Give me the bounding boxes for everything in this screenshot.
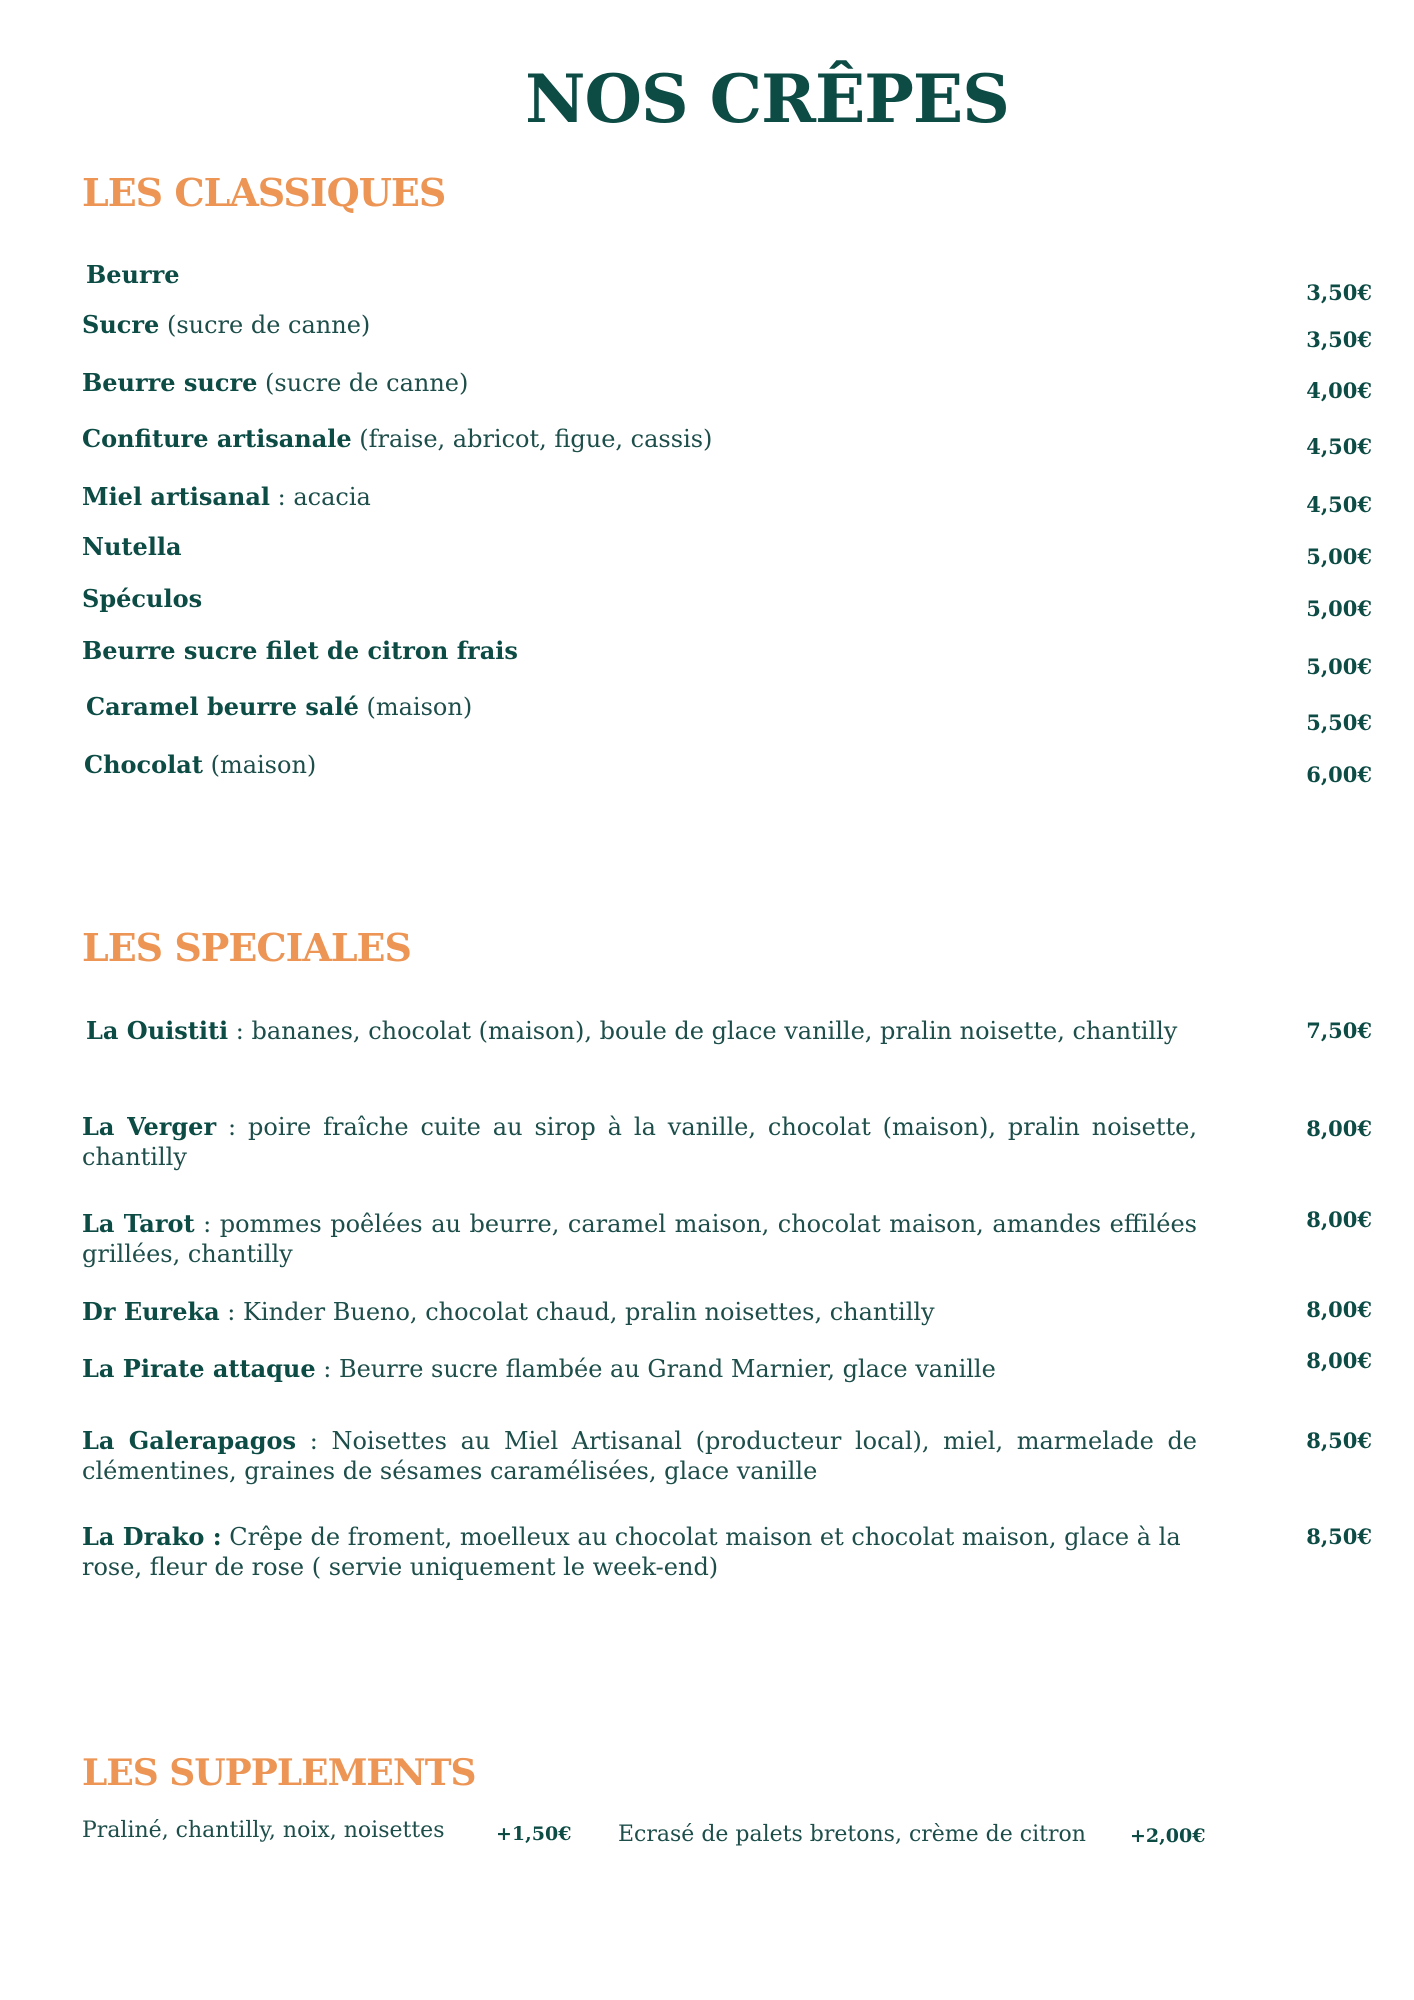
item-desc: (sucre de canne) <box>166 311 371 339</box>
menu-item <box>82 260 1372 305</box>
item-price: 8,50€ <box>1306 1524 1372 1549</box>
item-name: Sucre <box>82 310 160 339</box>
section-title-classiques: LES CLASSIQUES <box>82 170 446 215</box>
item-desc: : pommes poêlées au beurre, caramel maison, chocolat maison, amandes effilées grillées, chantilly <box>82 1210 1197 1268</box>
item-price: 8,50€ <box>1306 1428 1372 1453</box>
item-price: 8,00€ <box>1306 1116 1372 1141</box>
menu-item <box>82 1522 1372 1582</box>
menu-item <box>82 584 1372 621</box>
menu-item <box>82 1426 1372 1486</box>
menu-item <box>82 1112 1372 1172</box>
item-name: Beurre sucre <box>82 368 258 397</box>
item-name: Confiture artisanale <box>82 424 352 453</box>
item-text <box>82 1112 1197 1172</box>
item-name: La Drako : <box>82 1522 222 1551</box>
item-desc: : bananes, chocolat (maison), boule de glace vanille, pralin noisette, chantilly <box>228 1017 1178 1045</box>
item-desc: (maison) <box>366 693 473 721</box>
item-desc: (maison) <box>210 751 317 779</box>
item-desc: (sucre de canne) <box>265 369 469 397</box>
item-text <box>82 1297 1197 1327</box>
item-desc: : Noisettes au Miel Artisanal (producteur local), miel, marmelade de clémentines, graines de sésames caramélisées, glace vanille <box>82 1427 1198 1485</box>
item-name: Miel artisanal <box>82 482 271 511</box>
item-text <box>82 1426 1197 1486</box>
item-price: 8,00€ <box>1306 1348 1372 1373</box>
item-price: 4,00€ <box>1306 378 1372 403</box>
supplement-price: +1,50€ <box>496 1823 572 1845</box>
item-desc: : poire fraîche cuite au sirop à la vanille, chocolat (maison), pralin noisette, chantilly <box>82 1113 1198 1171</box>
menu-item <box>82 1209 1372 1269</box>
item-name: Beurre sucre filet de citron frais <box>82 636 518 665</box>
item-name: Dr Eureka <box>82 1297 220 1326</box>
menu-item <box>82 1016 1372 1046</box>
item-desc: (fraise, abricot, figue, cassis) <box>351 425 713 453</box>
item-name: La Pirate attaque <box>82 1354 316 1383</box>
section-title-speciales: LES SPECIALES <box>82 925 411 970</box>
menu-item <box>82 532 1372 569</box>
item-name: Nutella <box>82 532 182 561</box>
menu-item <box>82 424 1372 459</box>
item-name: La Verger <box>82 1112 217 1141</box>
item-name: La Tarot <box>82 1209 195 1238</box>
item-name: La Galerapagos <box>82 1426 297 1455</box>
item-name: Chocolat <box>84 750 203 779</box>
item-price: 5,00€ <box>1306 596 1372 621</box>
item-price: 4,50€ <box>1306 492 1372 517</box>
item-price: 4,50€ <box>1306 434 1372 459</box>
item-price: 5,00€ <box>1306 544 1372 569</box>
item-desc: : Kinder Bueno, chocolat chaud, pralin noisettes, chantilly <box>219 1298 935 1326</box>
menu-item <box>82 482 1372 517</box>
item-price: 3,50€ <box>1306 327 1372 352</box>
menu-item <box>82 750 1372 787</box>
menu-item <box>82 636 1372 679</box>
item-text <box>82 1209 1197 1269</box>
menu-item <box>82 1348 1372 1384</box>
item-price: 5,50€ <box>1306 710 1372 735</box>
page-title: NOS CRÊPES <box>525 60 1009 138</box>
item-price: 8,00€ <box>1306 1207 1372 1232</box>
menu-item <box>82 692 1372 735</box>
item-desc: Crêpe de froment, moelleux au chocolat maison et chocolat maison, glace à la rose, fleur de rose ( servie uniquement le week-end) <box>82 1523 1181 1581</box>
menu-item <box>82 310 1372 352</box>
item-name: La Ouistiti <box>86 1016 229 1045</box>
section-title-supplements: LES SUPPLEMENTS <box>82 1752 476 1794</box>
item-desc: : acacia <box>270 483 371 511</box>
item-name: Beurre <box>86 260 180 289</box>
item-text <box>82 1016 1197 1046</box>
item-price: 8,00€ <box>1306 1297 1372 1322</box>
menu-item <box>82 368 1372 403</box>
supplement-price: +2,00€ <box>1130 1825 1206 1847</box>
supplement-label: Praliné, chantilly, noix, noisettes <box>82 1818 445 1843</box>
item-price: 5,00€ <box>1306 654 1372 679</box>
item-price: 3,50€ <box>1306 280 1372 305</box>
item-name: Caramel beurre salé <box>86 692 359 721</box>
item-desc: : Beurre sucre flambée au Grand Marnier, glace vanille <box>315 1355 996 1383</box>
item-text <box>82 1354 1197 1384</box>
item-price: 6,00€ <box>1306 762 1372 787</box>
menu-item <box>82 1297 1372 1327</box>
item-text <box>82 1522 1197 1582</box>
supplement-label: Ecrasé de palets bretons, crème de citron <box>618 1822 1086 1847</box>
item-name: Spéculos <box>82 584 203 613</box>
item-price: 7,50€ <box>1306 1018 1372 1043</box>
